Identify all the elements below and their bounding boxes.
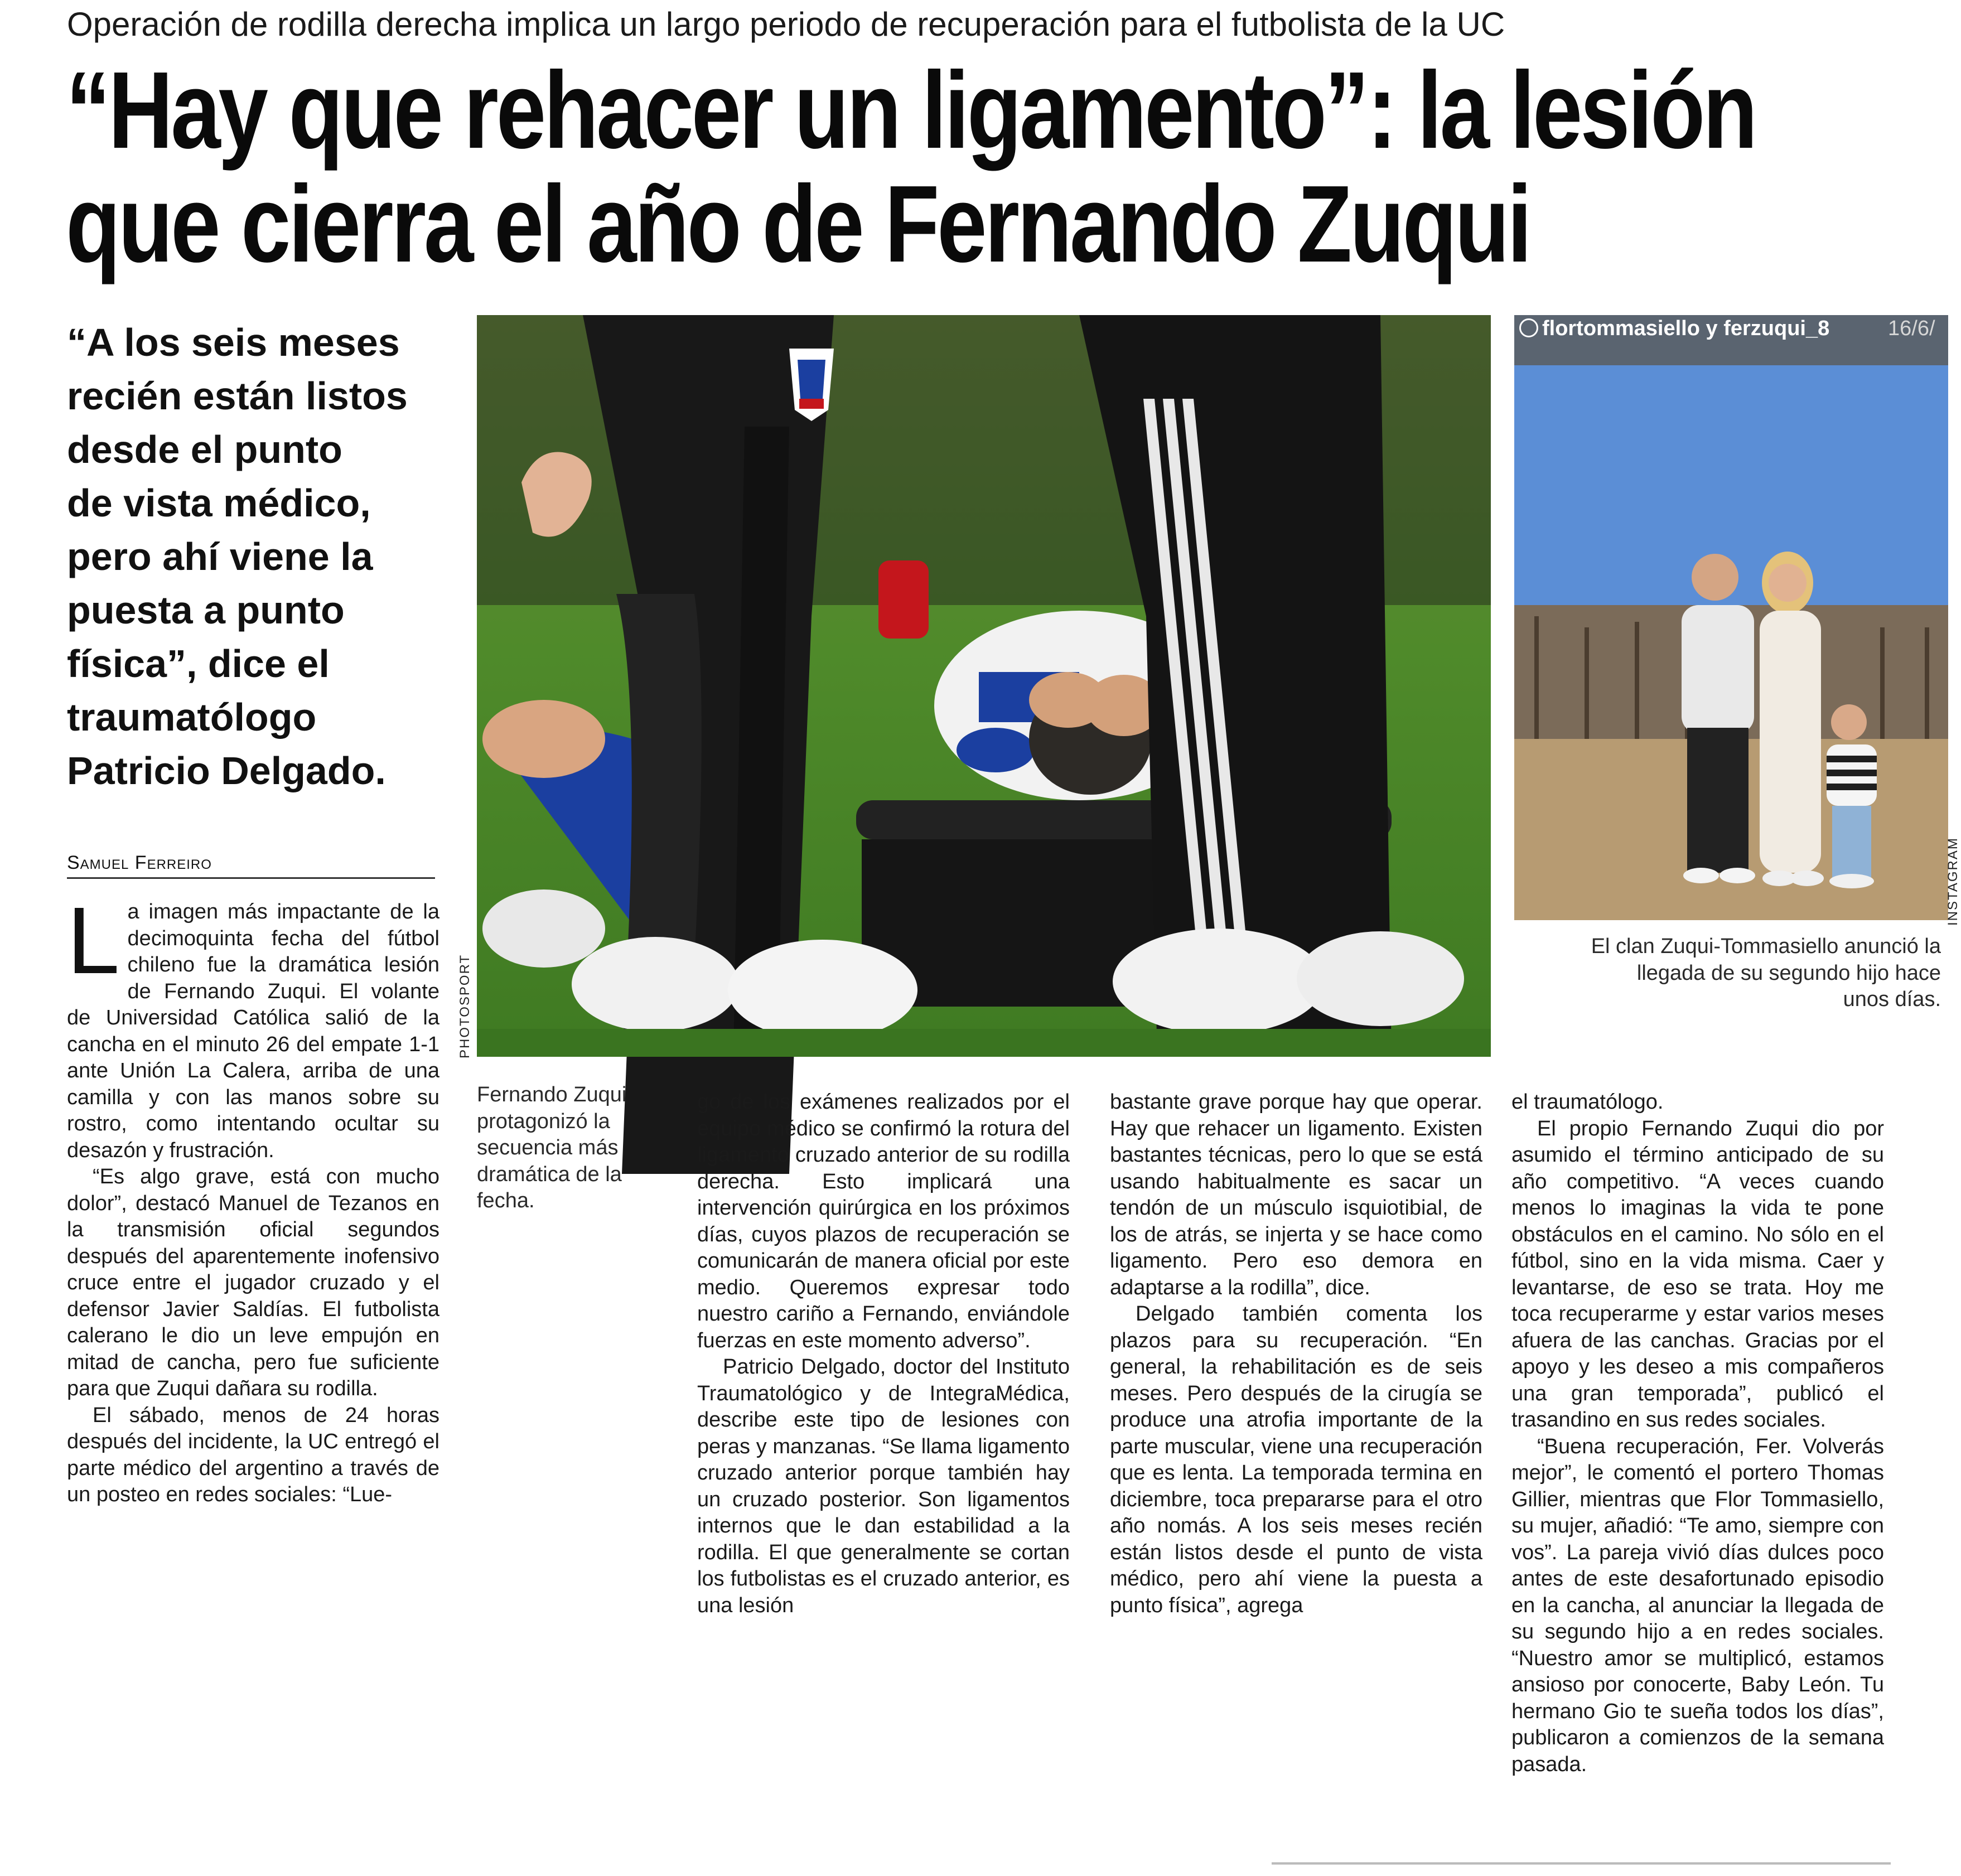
- kicker: Operación de rodilla derecha implica un largo periodo de recuperación para el futbolista de la UC: [67, 6, 1505, 43]
- body-paragraph: Patricio Delgado, doctor del Instituto Traumatológico y de IntegraMédica, describe este tipo de lesiones con peras y manzanas. “Se llama ligamento cruzado anterior porque también hay un cruzado posterior. Son ligamentos internos que le dan estabilidad a la rodilla. El que generalmente se cortan los futbolistas es el cruzado anterior, es una lesión: [697, 1355, 1070, 1617]
- main-photo: [477, 315, 1491, 1057]
- main-photo-illustration: [477, 315, 1491, 1057]
- body-paragraph: “Buena recuperación, Fer. Volverás mejor”, le comentó el portero Thomas Gillier, mientras que Flor Tommasiello, su mujer, añadió: “Te amo, siempre con vos”. La pareja vivió días dulces poco antes de este desafortunado episodio en la cancha, al anunciar la llegada de su segundo hijo a en redes sociales. “Nuestro amor se multiplicó, estamos ansioso por conocerte, Baby León. Tu hermano Gio te sueña todos los días”, publicaron a comienzos de la semana pasada.: [1511, 1434, 1884, 1776]
- body-paragraph: [67, 888, 439, 1164]
- body-column-2: [697, 1089, 1070, 1619]
- pull-quote-line: pero ahí viene la: [67, 535, 373, 578]
- body-paragraph: go de los exámenes realizados por el equipo médico se confirmó la rotura del ligamento cruzado anterior de su rodilla derecha. Esto implicará una intervención quirúrgica en los próximos días, cuyos plazos de recuperación se comunicarán de manera oficial por este medio. Queremos expresar todo nuestro cariño a Fernando, enviándole fuerzas en este momento adverso”.: [697, 1090, 1070, 1352]
- pull-quote-line: “A los seis meses: [67, 321, 400, 364]
- body-column-4: [1511, 1089, 1884, 1778]
- footer-rule: [1272, 1863, 1891, 1864]
- instagram-overlay-date: 16/6/: [1888, 317, 1935, 340]
- headline-line-1: “Hay que rehacer un ligamento”: la lesión: [66, 49, 1756, 171]
- pull-quote-line: desde el punto: [67, 428, 342, 471]
- headline-line-2: que cierra el año de Fernando Zuqui: [66, 163, 1530, 285]
- pull-quote-line: de vista médico,: [67, 481, 371, 525]
- photo-credit: PHOTOSPORT: [457, 954, 472, 1058]
- body-column-3: [1110, 1089, 1482, 1619]
- drop-cap: L: [67, 888, 120, 994]
- body-column-1: [67, 888, 439, 1508]
- pull-quote-line: física”, dice el: [67, 642, 330, 685]
- body-paragraph: Delgado también comenta los plazos para su recuperación. “En general, la rehabilitación es de seis meses. Pero después de la cirugía se produce una atrofia importante de la parte muscular, viene una recuperación que es lenta. La temporada termina en diciembre, toca prepararse para el otro año nomás. A los seis meses recién están listos desde el punto de vista médico, pero ahí viene la puesta a punto física”, agrega: [1110, 1302, 1482, 1617]
- body-paragraph: El sábado, menos de 24 horas después del incidente, la UC entregó el parte médico del argentino a través de un posteo en redes sociales: “Lue-: [67, 1403, 439, 1506]
- side-photo-illustration: [1514, 315, 1948, 920]
- body-paragraph: bastante grave porque hay que operar. Hay que rehacer un ligamento. Existen bastantes técnicas, pero lo que se está usando habitualmente es sacar un tendón de un músculo isquiotibial, de los de atrás, se injerta y se hace como ligamento. Pero eso demora en adaptarse a la rodilla”, dice.: [1110, 1090, 1482, 1299]
- side-photo: [1514, 315, 1948, 920]
- photo-caption: Fernando Zuqui protagonizó la secuencia más dramática de la fecha.: [477, 1083, 627, 1212]
- profile-avatar-icon: [1519, 318, 1538, 337]
- body-paragraph: “Es algo grave, está con mucho dolor”, destacó Manuel de Tezanos en la transmisión oficial segundos después del aparentemente inofensivo cruce entre el jugador cruzado y el defensor Javier Saldías. El futbolista calerano le dio un leve empujón en mitad de cancha, pero fue suficiente para que Zuqui dañara su rodilla.: [67, 1165, 439, 1400]
- photo-caption-side: El clan Zuqui-Tommasiello anunció la llegada de su segundo hijo hace unos días.: [1591, 935, 1941, 1011]
- pull-quote-line: Patricio Delgado.: [67, 749, 386, 792]
- body-paragraph: el traumatólogo.: [1511, 1090, 1664, 1114]
- instagram-overlay-handle: flortommasiello y ferzuqui_8: [1542, 317, 1830, 340]
- pull-quote-line: puesta a punto: [67, 588, 345, 632]
- headline: [66, 49, 1756, 285]
- pull-quote-line: traumatólogo: [67, 695, 317, 739]
- pull-quote: [67, 316, 457, 797]
- byline: Samuel Ferreiro: [67, 852, 435, 879]
- body-text: a imagen más impactante de la decimoquinta fecha del fútbol chileno fue la dramática lesión de Fernando Zuqui. El volante de Universidad Católica salió de la cancha en el minuto 26 del empate 1-1 ante Unión La Calera, arriba de una camilla y con las manos sobre su rostro, como intentando ocultar su desazón y frustración.: [67, 900, 439, 1162]
- pull-quote-line: recién están listos: [67, 374, 408, 418]
- photo-credit-instagram: INSTAGRAM: [1945, 837, 1960, 926]
- body-paragraph: El propio Fernando Zuqui dio por asumido el término anticipado de su año competitivo. “A veces cuando menos lo imaginas la vida te pone obstáculos en el camino. No sólo en el fútbol, sino en la vida misma. Caer y levantarse, de eso se trata. Hoy me toca recuperarme y estar varios meses afuera de las canchas. Gracias por el apoyo y les deseo a mis compañeros una gran temporada”, publicó el trasandino en sus redes sociales.: [1511, 1116, 1884, 1432]
